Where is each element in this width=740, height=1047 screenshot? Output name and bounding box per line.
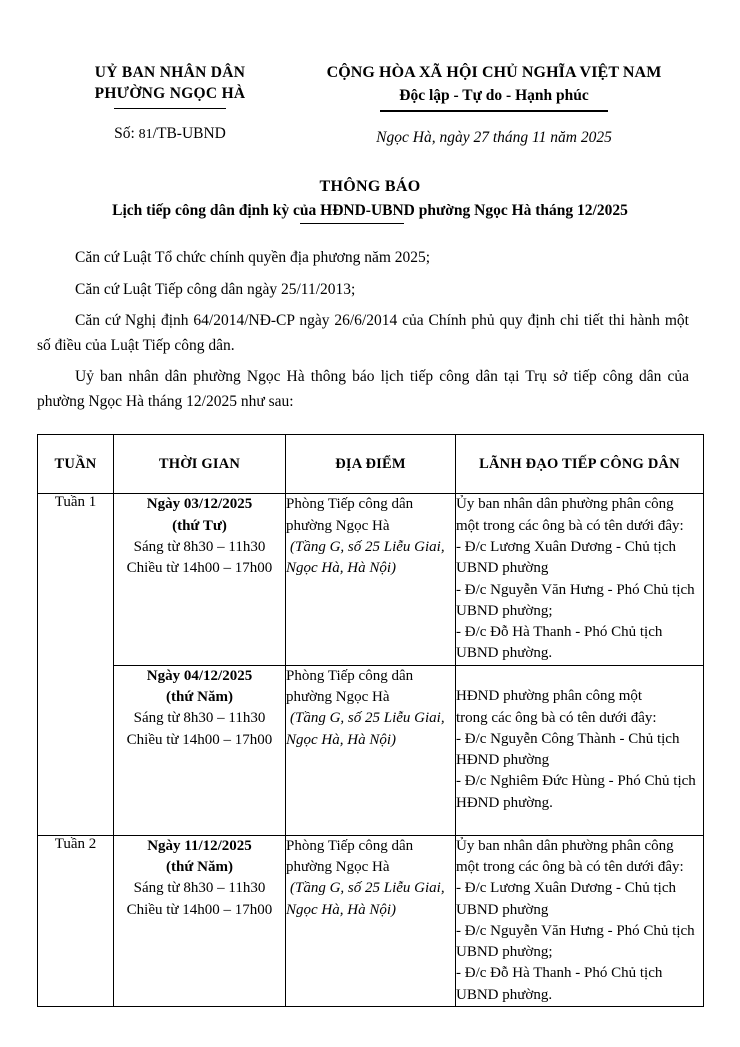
legal-basis-3: Căn cứ Nghị định 64/2014/NĐ-CP ngày 26/6/2014 của Chính phủ quy định chi tiết thi hành một số điều của Luật Tiếp công dân. — [37, 312, 689, 354]
table-row — [38, 494, 704, 665]
document-header — [37, 0, 703, 148]
schedule-weekday: (thứ Tư) — [172, 517, 227, 534]
schedule-morning: Sáng từ 8h30 – 11h30 — [133, 538, 266, 555]
motto-underline — [380, 110, 608, 112]
place-name: Phòng Tiếp công dân — [286, 496, 414, 513]
subtitle-underline — [300, 223, 404, 225]
cell-leader-1 — [456, 494, 704, 665]
schedule-date: Ngày 04/12/2025 — [146, 667, 253, 684]
column-header-leader: LÃNH ĐẠO TIẾP CÔNG DÂN — [456, 435, 704, 494]
schedule-date: Ngày 03/12/2025 — [146, 496, 253, 513]
schedule-morning: Sáng từ 8h30 – 11h30 — [133, 710, 266, 727]
schedule-afternoon: Chiều từ 14h00 – 17h00 — [126, 901, 273, 918]
leader-entry: - Đ/c Lương Xuân Dương - Chủ tịch UBND phường — [456, 880, 677, 918]
column-header-time: THỜI GIAN — [114, 435, 286, 494]
place-ward: phường Ngọc Hà — [286, 517, 390, 534]
place-name: Phòng Tiếp công dân — [286, 837, 414, 854]
national-motto: Độc lập - Tự do - Hạnh phúc — [399, 87, 589, 105]
leader-entry: - Đ/c Nguyễn Văn Hưng - Phó Chủ tịch UBND phường; — [456, 581, 695, 619]
table-row — [38, 665, 704, 835]
authority-line-1: UỶ BAN NHÂN DÂN — [94, 64, 246, 81]
document-body — [37, 246, 703, 414]
cell-leader-2 — [456, 665, 704, 835]
leader-intro-line-2: trong các ông bà có tên dưới đây: — [456, 709, 657, 726]
document-number — [45, 124, 295, 144]
schedule-weekday: (thứ Năm) — [166, 858, 233, 875]
schedule-afternoon: Chiều từ 14h00 – 17h00 — [126, 731, 273, 748]
legal-basis-2: Căn cứ Luật Tiếp công dân ngày 25/11/2013; — [75, 280, 356, 298]
authority-line-2: PHƯỜNG NGỌC HÀ — [94, 85, 246, 103]
leader-intro-line-1: Ủy ban nhân dân phường phân công — [456, 837, 674, 854]
cell-place-3 — [286, 835, 456, 1006]
leader-entry: - Đ/c Đỗ Hà Thanh - Phó Chủ tịch UBND phường. — [456, 624, 663, 662]
national-name: CỘNG HÒA XÃ HỘI CHỦ NGHĨA VIỆT NAM — [326, 64, 662, 81]
column-header-week: TUẦN — [38, 435, 114, 494]
leader-entry: - Đ/c Nghiêm Đức Hùng - Phó Chủ tịch HĐND phường. — [456, 773, 696, 811]
schedule-weekday: (thứ Năm) — [166, 688, 233, 705]
cell-place-2 — [286, 665, 456, 835]
cell-week-2: Tuần 2 — [38, 835, 114, 1006]
leader-entry: - Đ/c Nguyễn Văn Hưng - Phó Chủ tịch UBND phường; — [456, 922, 695, 961]
column-header-place: ĐỊA ĐIỂM — [286, 435, 456, 494]
document-number-prefix: Số: — [114, 125, 135, 143]
issuing-authority-block — [37, 62, 295, 145]
document-number-value: 81 — [138, 127, 153, 143]
place-ward: phường Ngọc Hà — [286, 688, 390, 705]
schedule-afternoon: Chiều từ 14h00 – 17h00 — [126, 560, 273, 577]
leader-intro-line-2: một trong các ông bà có tên dưới đây: — [456, 517, 684, 534]
document-type-title: THÔNG BÁO — [319, 177, 421, 195]
document-subtitle: Lịch tiếp công dân định kỳ của HĐND-UBND phường Ngọc Hà tháng 12/2025 — [112, 201, 628, 219]
place-and-date: Ngọc Hà, ngày 27 tháng 11 năm 2025 — [376, 128, 612, 146]
place-address-line-1: (Tầng G, số 25 Liễu Giai, — [290, 710, 445, 727]
place-address-line-2: Ngọc Hà, Hà Nội) — [286, 731, 396, 748]
table-row — [38, 835, 704, 1006]
cell-time-2 — [114, 665, 286, 835]
cell-leader-3 — [456, 835, 704, 1006]
leader-entry: - Đ/c Lương Xuân Dương - Chủ tịch UBND phường — [456, 538, 677, 577]
cell-time-1 — [114, 494, 286, 665]
place-ward: phường Ngọc Hà — [286, 858, 390, 875]
place-address-line-1: (Tầng G, số 25 Liễu Giai, — [290, 538, 445, 555]
cell-time-3 — [114, 835, 286, 1006]
announcement-statement: Uỷ ban nhân dân phường Ngọc Hà thông báo lịch tiếp công dân tại Trụ sở tiếp công dân của phường Ngọc Hà tháng 12/2025 như sau: — [37, 368, 689, 410]
schedule-morning: Sáng từ 8h30 – 11h30 — [133, 880, 266, 897]
national-heading-block — [295, 62, 703, 148]
leader-entry: - Đ/c Đỗ Hà Thanh - Phó Chủ tịch UBND phường. — [456, 965, 663, 1003]
authority-underline — [114, 108, 226, 110]
leader-intro-line-2: một trong các ông bà có tên dưới đây: — [456, 858, 684, 875]
leader-entry: - Đ/c Nguyễn Công Thành - Chủ tịch HĐND phường — [456, 730, 680, 769]
place-name: Phòng Tiếp công dân — [286, 667, 414, 684]
leader-intro-line-1: HĐND phường phân công một — [456, 688, 643, 705]
title-block — [37, 178, 703, 225]
cell-place-1 — [286, 494, 456, 665]
place-address-line-1: (Tầng G, số 25 Liễu Giai, — [290, 880, 445, 897]
document-number-suffix: /TB-UBND — [152, 125, 226, 143]
legal-basis-1: Căn cứ Luật Tổ chức chính quyền địa phương năm 2025; — [75, 249, 431, 267]
place-address-line-2: Ngọc Hà, Hà Nội) — [286, 901, 396, 918]
leader-intro-line-1: Ủy ban nhân dân phường phân công — [456, 496, 674, 513]
place-address-line-2: Ngọc Hà, Hà Nội) — [286, 560, 396, 577]
table-header-row — [38, 435, 704, 494]
cell-week-1: Tuần 1 — [38, 494, 114, 835]
schedule-table — [37, 434, 704, 1007]
schedule-date: Ngày 11/12/2025 — [147, 837, 252, 854]
